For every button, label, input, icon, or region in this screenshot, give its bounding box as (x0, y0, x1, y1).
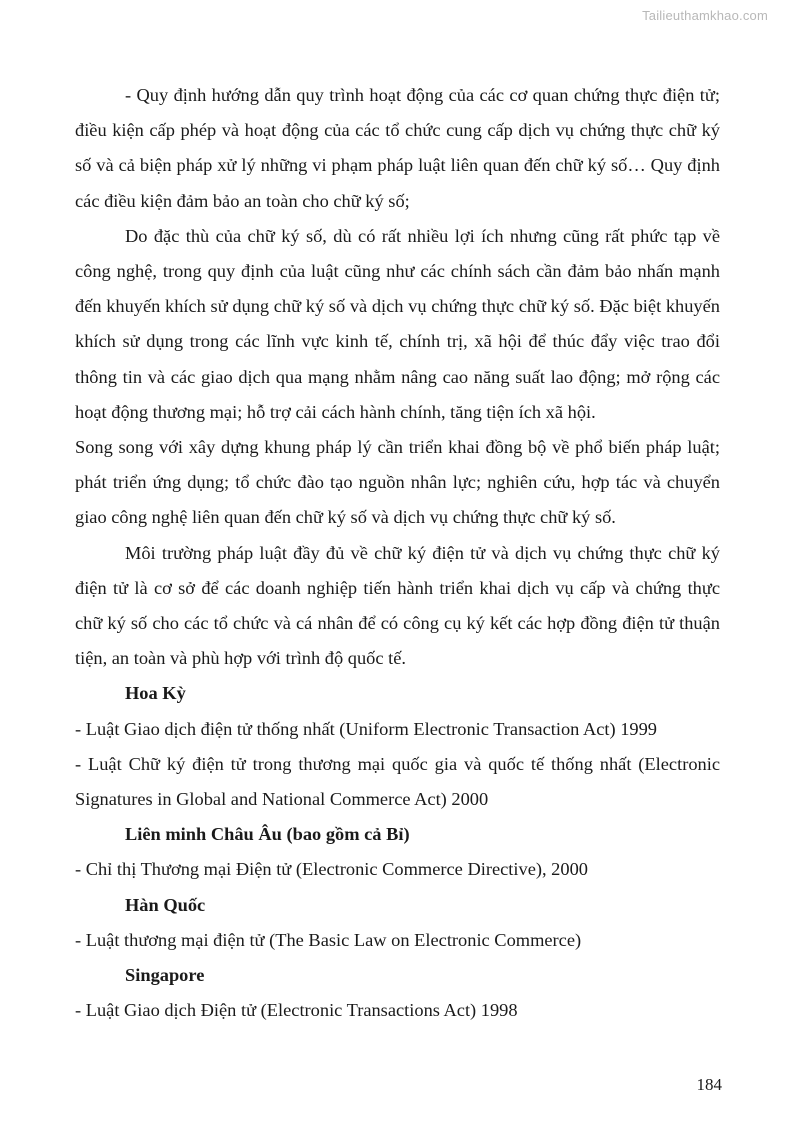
paragraph-do-dac-thu: Do đặc thù của chữ ký số, dù có rất nhiều lợi ích nhưng cũng rất phức tạp về công nghệ, trong quy định của luật cũng như các chính sách cần đảm bảo nhấn mạnh đến khuyến khích sử dụng chữ ký số và dịch vụ chứng thực chữ ký số. Đặc biệt khuyến khích sử dụng trong các lĩnh vực kinh tế, chính trị, xã hội để thúc đẩy việc trao đổi thông tin và các giao dịch qua mạng nhằm nâng cao năng suất lao động; mở rộng các hoạt động thương mại; hỗ trợ cải cách hành chính, tăng tiện ích xã hội. (75, 225, 720, 422)
paragraph-song-song: Song song với xây dựng khung pháp lý cần triển khai đồng bộ về phổ biến pháp luật; phát triển ứng dụng; tổ chức đào tạo nguồn nhân lực; nghiên cứu, hợp tác và chuyển giao công nghệ liên quan đến chữ ký số và dịch vụ chứng thực chữ ký số. (75, 437, 720, 528)
section-lien-minh-chau-au (75, 817, 720, 887)
page-number: 184 (696, 1075, 722, 1094)
paragraph-quy-dinh: - Quy định hướng dẫn quy trình hoạt động của các cơ quan chứng thực điện tử; điều kiện cấp phép và hoạt động của các tổ chức cung cấp dịch vụ chứng thực chữ ký số và cả biện pháp xử lý những vi phạm pháp luật liên quan đến chữ ký số… Quy định các điều kiện đảm bảo an toàn cho chữ ký số; (75, 85, 720, 211)
list-item: - Luật Giao dịch điện tử thống nhất (Uniform Electronic Transaction Act) 1999 (75, 718, 657, 739)
section-heading-han-quoc: Hàn Quốc (125, 894, 206, 915)
list-item: - Luật Giao dịch Điện tử (Electronic Transactions Act) 1998 (75, 1000, 518, 1021)
section-heading-hoa-ky: Hoa Kỳ (125, 683, 186, 704)
page-content (75, 78, 720, 1028)
list-item: - Luật Chữ ký điện tử trong thương mại quốc gia và quốc tế thống nhất (Electronic Signatures in Global and National Commerce Act) 2000 (75, 753, 720, 810)
list-item: - Chỉ thị Thương mại Điện tử (Electronic Commerce Directive), 2000 (75, 859, 588, 880)
site-watermark: Tailieuthamkhao.com (642, 8, 768, 23)
section-singapore (75, 958, 720, 1028)
section-heading-lien-minh-chau-au: Liên minh Châu Âu (bao gồm cả Bỉ) (125, 824, 410, 845)
paragraph-moi-truong: Môi trường pháp luật đầy đủ về chữ ký điện tử và dịch vụ chứng thực chữ ký điện tử là cơ sở để các doanh nghiệp tiến hành triển khai dịch vụ cấp và chứng thực chữ ký số cho các tổ chức và cá nhân để có công cụ ký kết các hợp đồng điện tử thuận tiện, an toàn và phù hợp với trình độ quốc tế. (75, 542, 720, 669)
section-heading-singapore: Singapore (125, 965, 205, 986)
section-han-quoc (75, 888, 720, 958)
list-item: - Luật thương mại điện tử (The Basic Law on Electronic Commerce) (75, 929, 582, 950)
section-hoa-ky (75, 676, 720, 817)
